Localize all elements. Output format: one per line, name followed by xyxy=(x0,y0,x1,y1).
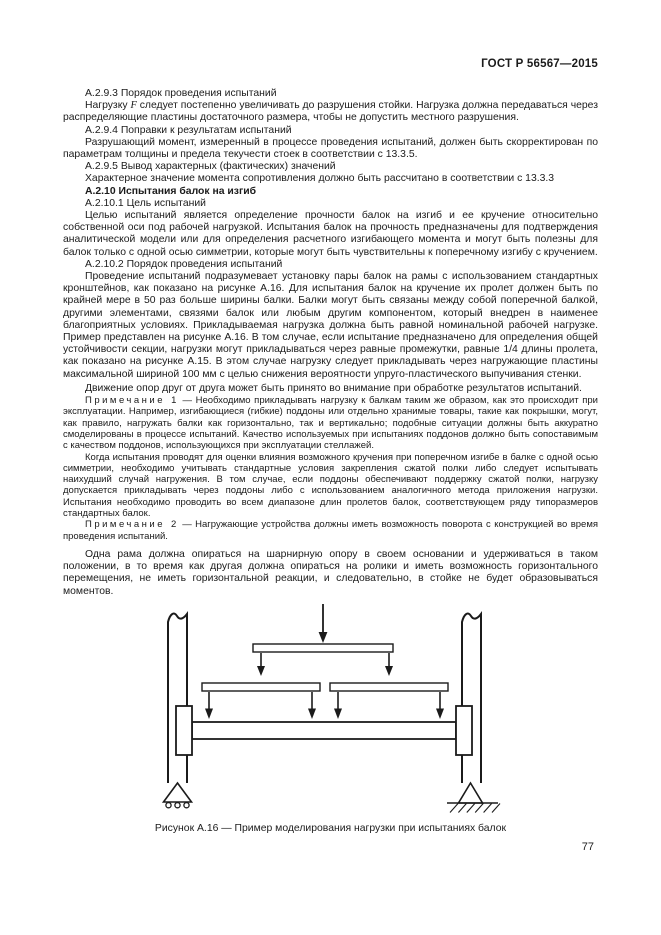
paragraph-frame: Одна рама должна опираться на шарнирную опору в своем основании и удерживаться в таком положении, в то время как другая должна опираться на ролики и иметь возможность горизонтального перемещения, не иметь горизонтальной реакции, и следовательно, в стойке не будет образовываться моментов. xyxy=(63,548,598,597)
beam-bracket-left xyxy=(176,706,192,755)
paragraph-load-pre: Нагрузку xyxy=(85,100,128,112)
note-2-text: — Нагружающие устройства должны иметь возможность поворота с конструкцией во время проведения испытаний. xyxy=(63,519,598,542)
note-1 xyxy=(63,395,598,451)
beam-arrow-2-head xyxy=(308,709,316,720)
applied-load-arrow xyxy=(319,604,328,643)
heading-a295: А.2.9.5 Вывод характерных (фактических) значений xyxy=(85,161,336,173)
mid-load-arrow-left xyxy=(257,653,265,676)
roller-2 xyxy=(175,803,180,808)
paragraph-characteristic: Характерное значение момента сопротивления должно быть рассчитано в соответствии с 13.3.3 xyxy=(85,173,555,185)
beam-arrow-1-head xyxy=(205,709,213,720)
roller-3 xyxy=(184,803,189,808)
paragraph-load-post: следует постепенно увеличивать до разрушения стойки. Нагрузка должна передаваться через распределяющие пластины достаточного размера, чтобы не допустить местного разрушения. xyxy=(63,100,598,124)
body-text-block xyxy=(63,88,598,604)
standard-code-header: ГОСТ Р 56567—2015 xyxy=(481,58,598,70)
paragraph-load xyxy=(63,100,598,124)
note-1-label: Примечание 1 xyxy=(85,395,179,407)
paragraph-goal: Целью испытаний является определение прочности балок на изгиб и ее кручение относительно собственной оси под рабочей нагрузкой. Испытания балок на прочность предназначены для подтверждения аналитической модели или для определения расчетного изгибающего момента и могут быть полезны для балок только с одной осью симметрии, которые могут быть чувствительны к поперечному изгибу с кручением. xyxy=(63,210,598,258)
heading-a2102: А.2.10.2 Порядок проведения испытаний xyxy=(85,258,283,270)
force-variable: F xyxy=(130,100,137,112)
note-1-text: — Необходимо прикладывать нагрузку к балкам таким же образом, как это происходит при эксплуатации. Например, изгибающиеся (гибкие) поддоны или отдельно хранимые товары, такие как покрышки, могут, как правило, нагружать балки как горизонтально, так и вертикально; подобные ситуации должны быть аккуратно смоделированы в процессе испытаний. Качество используемых при испытаниях поддонов должно быть сопоставимым с качеством поддонов, использующихся при эксплуатации стеллажей. xyxy=(63,395,598,452)
paragraph-torsion: Когда испытания проводят для оценки влияния возможного кручения при поперечном изгибе в балке с одной осью симметрии, необходимо учитывать стандартные условия закрепления сжатой полки либо следует испытывать наихудший случай нагружения. В том случае, если поддоны обеспечивают поддержку сжатой полки, нагрузку допускается прикладывать через поддоны либо с использованием аналогичного метода приложения нагрузки. Испытания необходимо проводить во всем диапазоне длин пролетов балок, соответствующем ряду типоразмеров стандартных балок. xyxy=(63,451,598,520)
pinned-support xyxy=(447,783,500,813)
applied-load-arrowhead xyxy=(319,632,328,643)
figure-beam-test-diagram xyxy=(0,602,661,815)
beam-load-arrows xyxy=(205,692,444,719)
heading-a210: А.2.10 Испытания балок на изгиб xyxy=(85,185,257,197)
paragraph-supports-move: Движение опор друг от друга может быть принято во внимание при обработке результатов испытаний. xyxy=(85,382,582,394)
figure-caption: Рисунок А.16 — Пример моделирования нагрузки при испытаниях балок xyxy=(154,823,507,834)
paragraph-procedure: Проведение испытаний подразумевает установку пары балок на рамы с использованием стандартных кронштейнов, как показано на рисунке А.16. Для испытания балок на кручение их пролет должен быть по крайней мере в 50 раз больше ширины балки. Балки могут быть связаны между собой поперечной балкой, другими элементами, связями балок или любым другим компонентом, который внедрен в наименее благоприятных условиях. Прикладываемая нагрузка должна быть равной номинальной рабочей нагрузке. Пример представлен на рисунке А.16. В том случае, если испытание предназначено для определения общей устойчивости секции, нагрузки могут прикладываться через равные промежутки, равные 1/4 длины пролета, как показано на рисунке А.15. В этом случае нагрузку следует прикладывать через нагружающие пластины максимальной шириной 100 мм с целью снижения вероятности упруго-пластического выпучивания стенки. xyxy=(63,271,598,380)
paragraph-moment: Разрушающий момент, измеренный в процессе проведения испытаний, должен быть скорректирован по параметрам толщины и предела текучести стоек в соответствии с 13.3.5. xyxy=(63,136,598,161)
spreader-plate-left xyxy=(202,683,320,691)
roller-support-triangle xyxy=(164,783,192,802)
pinned-support-triangle xyxy=(459,783,483,803)
mid-arrow-left-head xyxy=(257,666,265,676)
heading-a293: А.2.9.3 Порядок проведения испытаний xyxy=(85,88,277,99)
note-2-label: Примечание 2 xyxy=(85,519,179,531)
spreader-plate-right xyxy=(330,683,448,691)
mid-arrow-right-head xyxy=(385,666,393,676)
right-upright xyxy=(462,614,481,783)
beam-test-svg xyxy=(0,602,661,815)
beam-arrow-3-head xyxy=(334,709,342,720)
beam-arrow-4-head xyxy=(436,709,444,720)
note-2 xyxy=(63,519,598,542)
mid-load-arrow-right xyxy=(385,653,393,676)
test-beam xyxy=(192,722,456,739)
roller-support xyxy=(164,783,192,808)
left-upright xyxy=(168,614,187,783)
roller-1 xyxy=(166,803,171,808)
ground-hatching xyxy=(450,804,500,813)
heading-a294: А.2.9.4 Поправки к результатам испытаний xyxy=(85,124,292,136)
spreader-plate-top xyxy=(253,644,393,652)
page-number: 77 xyxy=(581,841,594,853)
heading-a2101: А.2.10.1 Цель испытаний xyxy=(85,197,206,209)
beam-bracket-right xyxy=(456,706,472,755)
